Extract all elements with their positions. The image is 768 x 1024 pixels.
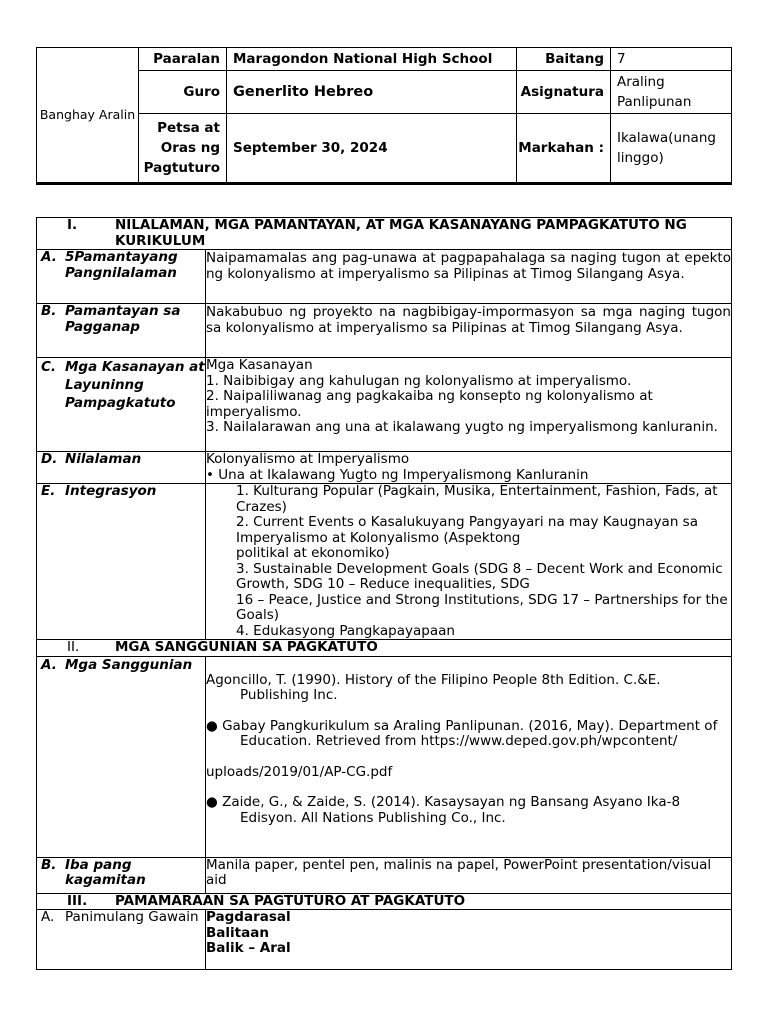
integrasyon-label: Integrasyon <box>65 483 157 499</box>
kasanayan-label-cell: C. Mga Kasanayan at Layuninng Pampagkatuto <box>37 358 206 452</box>
pangnilalaman-text: Naipamamalas ang pag-unawa at pagpapahalaga sa naging tugon at epekto ng kolonyalismo at imperyalismo sa Pilipinas at Timog Silangang Asya. <box>206 250 732 304</box>
lesson-header-table <box>36 47 732 185</box>
sanggunian-content <box>206 656 732 857</box>
baitang-value: 7 <box>611 48 732 71</box>
section-1-header <box>37 218 732 250</box>
panimulang-label: Panimulang Gawain <box>65 909 199 925</box>
guro-label: Guro <box>139 71 227 114</box>
pagganap-text: Nakabubuo ng proyekto na nagbibigay-impormasyon sa mga naging tugon sa kolonyalismo at imperyalismo sa Pilipinas at Timog Silangang Asya. <box>206 304 732 358</box>
kasanayan-heading: Mga Kasanayan <box>206 357 313 373</box>
asignatura-value: Araling Panlipunan <box>611 71 732 114</box>
panimulang-item-2: Balitaan <box>206 924 269 941</box>
banghay-aralin-label: Banghay Aralin <box>37 48 139 184</box>
integrasyon-item-4: 4. Edukasyong Pangkapayapaan <box>236 622 455 639</box>
reference-3: ● Zaide, G., & Zaide, S. (2014). Kasaysayan ng Bansang Asyano Ika-8 Edisyon. All Nations Publishing Co., Inc. <box>206 794 681 826</box>
kasanayan-item-1: 1. Naibibigay ang kahulugan ng kolonyalismo at imperyalismo. <box>206 372 632 389</box>
kagamitan-label: Iba pang kagamitan <box>65 856 146 888</box>
kagamitan-text: Manila paper, pentel pen, malinis na papel, PowerPoint presentation/visual aid <box>206 857 732 893</box>
paaralan-label: Paaralan <box>139 48 227 71</box>
petsa-label: Petsa at Oras ng Pagtuturo <box>139 114 227 184</box>
section-1-number: I. <box>67 217 78 233</box>
integrasyon-item-2: 2. Current Events o Kasalukuyang Pangyayari na may Kaugnayan sa Imperyalismo at Kolonyalismo (Aspektong <box>236 514 698 546</box>
lesson-plan-table <box>36 217 732 970</box>
kasanayan-content <box>206 358 732 452</box>
pagganap-label-cell: B. Pamantayan sa Pagganap <box>37 304 206 358</box>
reference-2-cont: uploads/2019/01/AP-CG.pdf <box>206 763 393 780</box>
markahan-value: Ikalawa(unang linggo) <box>611 114 732 184</box>
guro-value: Generlito Hebreo <box>227 71 517 114</box>
sanggunian-label: Mga Sanggunian <box>65 656 193 673</box>
section-3-header <box>37 893 732 910</box>
nilalaman-label: Nilalaman <box>65 451 142 467</box>
integrasyon-label-cell: E. Integrasyon <box>37 484 206 640</box>
kasanayan-label: Mga Kasanayan at Layuninng Pampagkatuto <box>65 359 205 411</box>
pagganap-label: Pamantayan sa Pagganap <box>65 303 181 335</box>
pangnilalaman-label: 5Pamantayang Pangnilalaman <box>65 249 178 281</box>
section-1-title: NILALAMAN, MGA PAMANTAYAN, AT MGA KASANAYANG PAMPAGKATUTO NG KURIKULUM <box>115 217 687 249</box>
petsa-value: September 30, 2024 <box>227 114 517 184</box>
section-2-title: MGA SANGGUNIAN SA PAGKATUTO <box>115 639 378 655</box>
panimulang-item-1: Pagdarasal <box>206 909 291 925</box>
integrasyon-item-3-cont: 16 – Peace, Justice and Strong Institutions, SDG 17 – Partnerships for the Goals) <box>236 591 728 623</box>
kasanayan-item-3: 3. Nailalarawan ang una at ikalawang yugto ng imperyalismong kanluranin. <box>206 419 718 435</box>
integrasyon-item-1: 1. Kulturang Popular (Pagkain, Musika, Entertainment, Fashion, Fads, at Crazes) <box>236 483 718 515</box>
nilalaman-label-cell: D. Nilalaman <box>37 452 206 484</box>
sanggunian-label-cell: A. Mga Sanggunian <box>37 656 206 857</box>
pangnilalaman-label-cell: A. 5Pamantayang Pangnilalaman <box>37 250 206 304</box>
kagamitan-label-cell: B. Iba pang kagamitan <box>37 857 206 893</box>
panimulang-item-3: Balik – Aral <box>206 940 291 956</box>
panimulang-label-cell: A. Panimulang Gawain <box>37 910 206 970</box>
nilalaman-content <box>206 452 732 484</box>
reference-2: ● Gabay Pangkurikulum sa Araling Panlipunan. (2016, May). Department of Education. Retrieved from https://www.deped.gov.ph/wpcontent/ <box>206 717 718 749</box>
reference-1: Agoncillo, T. (1990). History of the Filipino People 8th Edition. C.&E. Publishing Inc. <box>206 671 661 703</box>
integrasyon-item-2-cont: politikal at ekonomiko) <box>236 545 390 561</box>
section-3-title: PAMAMARAAN SA PAGTUTURO AT PAGKATUTO <box>115 892 466 909</box>
baitang-label: Baitang <box>517 48 611 71</box>
nilalaman-item-1: Kolonyalismo at Imperyalismo <box>206 451 410 467</box>
kasanayan-item-2: 2. Naipaliliwanag ang pagkakaiba ng konsepto ng kolonyalismo at imperyalismo. <box>206 388 653 420</box>
integrasyon-content <box>206 484 732 640</box>
section-2-number: II. <box>67 639 80 655</box>
nilalaman-item-2: • Una at Ikalawang Yugto ng Imperyalismong Kanluranin <box>206 466 589 483</box>
panimulang-content <box>206 910 732 970</box>
section-3-number: III. <box>67 892 88 909</box>
section-2-header <box>37 640 732 657</box>
asignatura-label: Asignatura <box>517 71 611 114</box>
markahan-label: Markahan : <box>517 114 611 184</box>
paaralan-value: Maragondon National High School <box>227 48 517 71</box>
integrasyon-item-3: 3. Sustainable Development Goals (SDG 8 – Decent Work and Economic Growth, SDG 10 – Reduce inequalities, SDG <box>236 560 723 592</box>
